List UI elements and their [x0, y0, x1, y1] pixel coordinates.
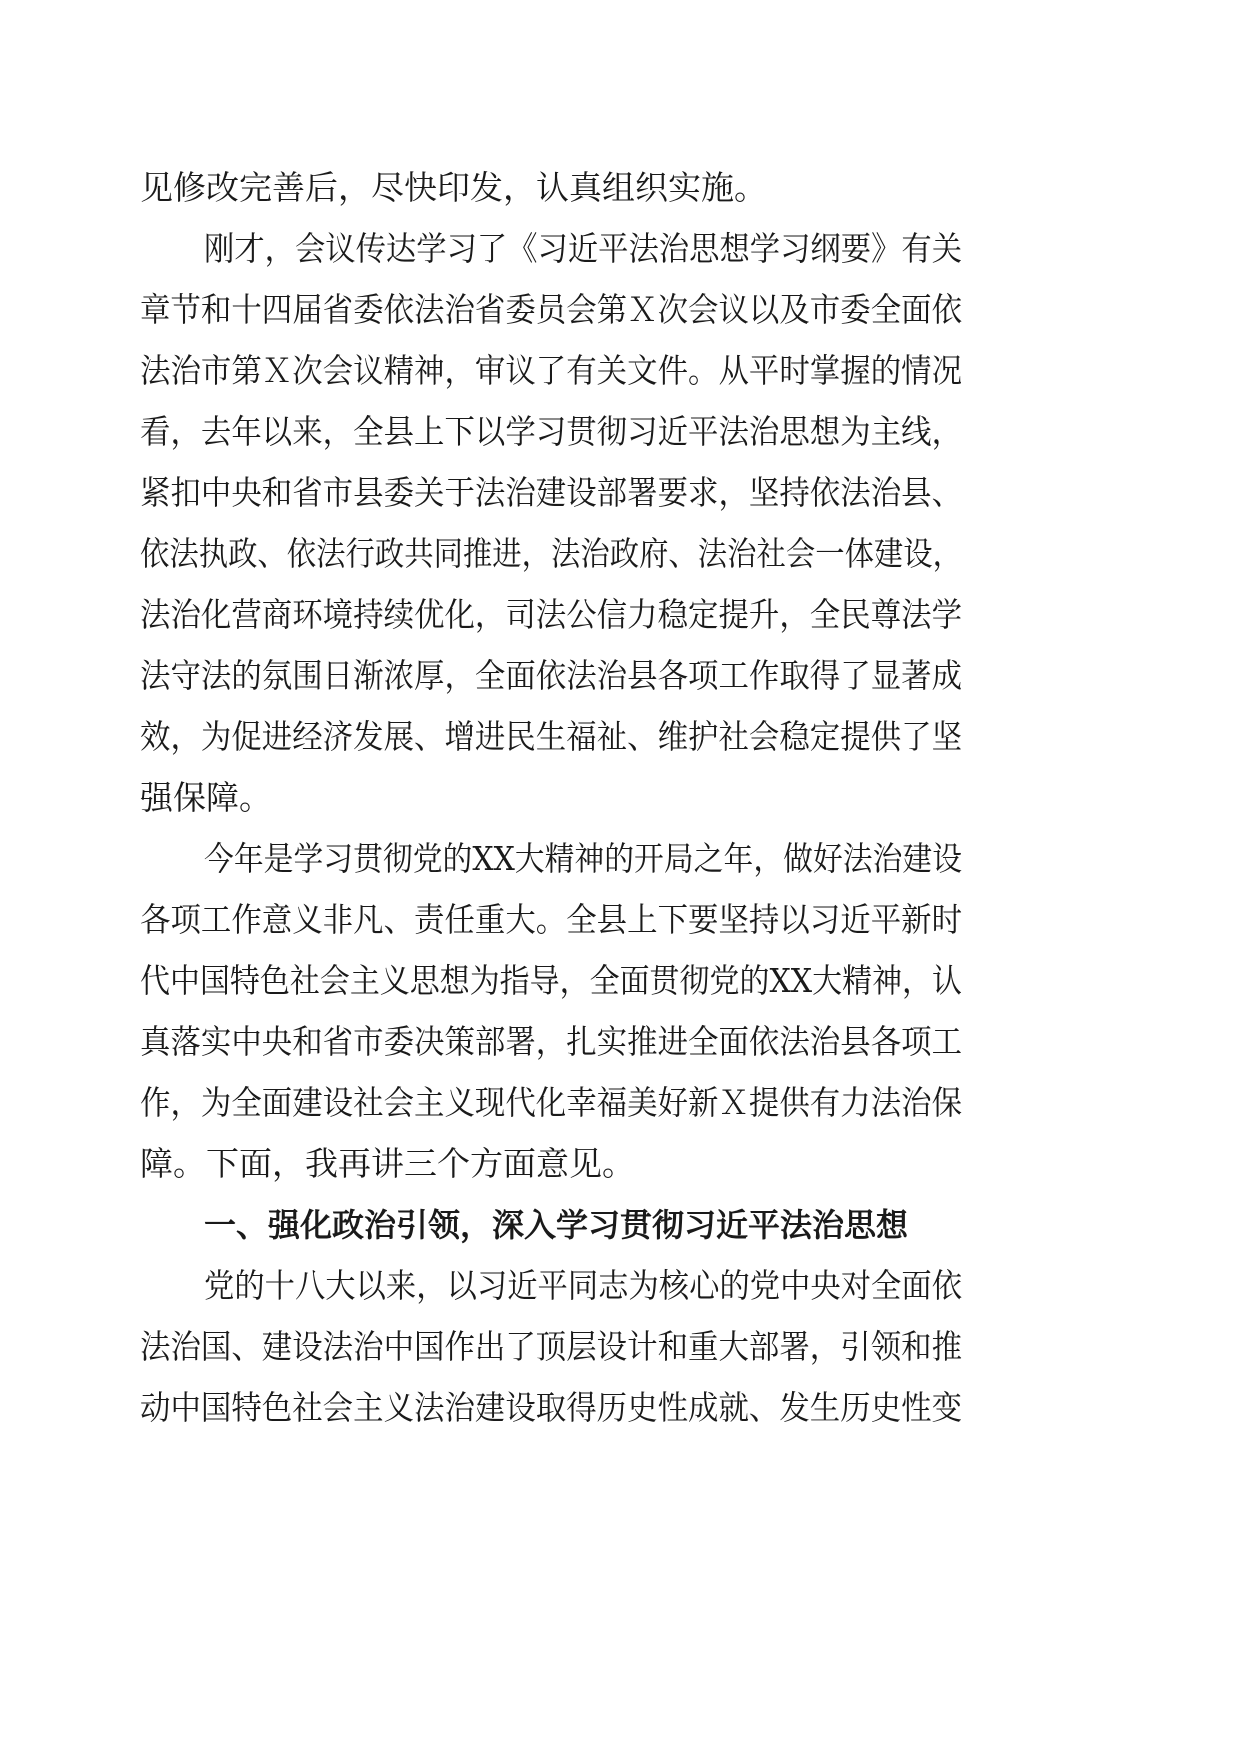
line-text: 见修改完善后，尽快印发，认真组织实施。: [140, 168, 767, 207]
line-text: 真落实中央和省市委决策部署，扎实推进全面依法治县各项工: [140, 1022, 963, 1061]
line-text: 障。下面，我再讲三个方面意见。: [140, 1144, 635, 1183]
line-text: 依法执政、依法行政共同推进，法治政府、法治社会一体建设，: [140, 534, 962, 573]
line-text: 法治市第Ｘ次会议精神，审议了有关文件。从平时掌握的情况: [140, 351, 963, 390]
line-text: 作，为全面建设社会主义现代化幸福美好新Ｘ提供有力法治保: [140, 1083, 963, 1122]
paragraph-line: [0, 1373, 1240, 1443]
line-text: 党的十八大以来，以习近平同志为核心的党中央对全面依: [204, 1266, 963, 1305]
paragraph-line: [0, 824, 1240, 894]
line-text: 各项工作意义非凡、责任重大。全县上下要坚持以习近平新时: [140, 900, 963, 939]
paragraph-line: [0, 885, 1240, 955]
paragraph-line: [0, 1312, 1240, 1382]
paragraph-line: [0, 580, 1240, 650]
paragraph-line: [0, 763, 1240, 833]
line-text: 刚才，会议传达学习了《习近平法治思想学习纲要》有关: [204, 229, 963, 268]
line-text: 看，去年以来，全县上下以学习贯彻习近平法治思想为主线，: [140, 412, 963, 451]
paragraph-line: [0, 519, 1240, 589]
line-text: 法守法的氛围日渐浓厚，全面依法治县各项工作取得了显著成: [140, 656, 963, 695]
paragraph-line: [0, 1007, 1240, 1077]
line-text: 法治国、建设法治中国作出了顶层设计和重大部署，引领和推: [140, 1327, 963, 1366]
paragraph-line: [0, 336, 1240, 406]
line-text: 效，为促进经济发展、增进民生福祉、维护社会稳定提供了坚: [140, 717, 963, 756]
line-text: 今年是学习贯彻党的XX大精神的开局之年，做好法治建设: [204, 839, 963, 878]
line-text: 章节和十四届省委依法治省委员会第Ｘ次会议以及市委全面依: [140, 290, 963, 329]
paragraph-line: [0, 153, 1240, 223]
line-text: 动中国特色社会主义法治建设取得历史性成就、发生历史性变: [140, 1388, 963, 1427]
heading-text: 一、强化政治引领，深入学习贯彻习近平法治思想: [204, 1206, 909, 1244]
paragraph-line: [0, 397, 1240, 467]
line-text: 紧扣中央和省市县委关于法治建设部署要求，坚持依法治县、: [140, 473, 963, 512]
section-heading: [0, 1190, 1240, 1260]
paragraph-line: [0, 1129, 1240, 1199]
paragraph-line: [0, 275, 1240, 345]
paragraph-line: [0, 214, 1240, 284]
paragraph-line: [0, 702, 1240, 772]
paragraph-line: [0, 1251, 1240, 1321]
paragraph-line: [0, 946, 1240, 1016]
paragraph-line: [0, 458, 1240, 528]
line-text: 代中国特色社会主义思想为指导，全面贯彻党的XX大精神，认: [140, 961, 963, 1000]
line-text: 强保障。: [140, 778, 272, 817]
line-text: 法治化营商环境持续优化，司法公信力稳定提升，全民尊法学: [140, 595, 963, 634]
paragraph-line: [0, 1068, 1240, 1138]
paragraph-line: [0, 641, 1240, 711]
